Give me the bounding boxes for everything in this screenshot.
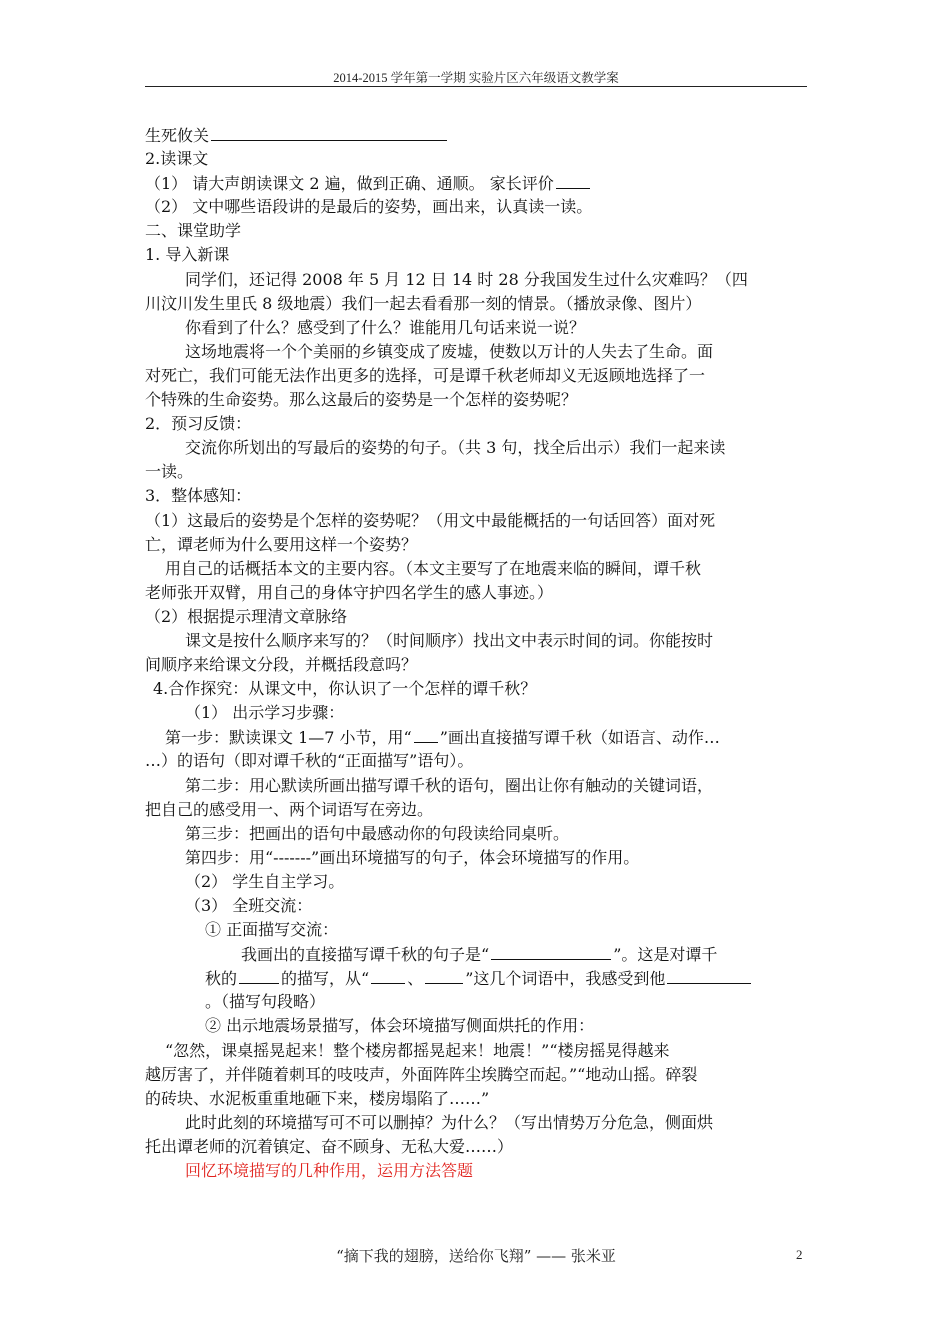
word-blank-2[interactable] [425,966,463,984]
section-heading: 二、课堂助学 [145,221,242,241]
line-16: 3．整体感知： [145,486,252,506]
line-3: （1） 请大声朗读课文 2 遍，做到正确、通顺。 家长评价 [145,171,810,195]
line-37: 。（描写句段略） [205,992,326,1012]
line-26: 第一步：默读课文 1—7 小节，用“ ”画出直接描写谭千秋（如语言、动作… [145,725,810,749]
line-30: 第三步：把画出的语句中最感动你的句段读给同桌听。 [185,823,570,843]
line-36: 秋的 的描写，从“ 、 ”这几个词语中，我感受到他 [145,966,810,990]
page-header: 2014-2015 学年第一学期 实验片区六年级语文教学案 [333,71,619,85]
lesson-body [145,123,810,1183]
line-11: 对死亡，我们可能无法作出更多的选择，可是谭千秋老师却义无返顾地选择了一 [145,365,706,385]
line-4: （2） 文中哪些语段讲的是最后的姿势，画出来，认真读一读。 [145,197,593,217]
parent-evaluation-blank[interactable] [556,171,590,189]
line-28: 第二步：用心默读所画出描写谭千秋的语句，圈出让你有触动的关键词语， [185,775,714,795]
line-41: 的砖块、水泥板重重地砸下来，楼房塌陷了……” [145,1088,490,1108]
line-27: …）的语句（即对谭千秋的“正面描写”语句）。 [145,751,474,771]
line-2: 2.读课文 [145,149,209,169]
line-20: 老师张开双臂，用自己的身体守护四名学生的感人事迹。） [145,582,554,602]
line-21: （2）根据提示理清文章脉络 [145,606,348,626]
line-18: 亡，谭老师为什么要用这样一个姿势？ [145,534,418,554]
line-38: ② 出示地震场景描写，体会环境描写侧面烘托的作用： [205,1016,595,1036]
line-19: 用自己的话概括本文的主要内容。（本文主要写了在地震来临的瞬间，谭千秋 [165,558,702,578]
line-35: 我画出的直接描写谭千秋的句子是“ ”。这是对谭千 [145,942,810,966]
line-42: 此时此刻的环境描写可不可以删掉？为什么？（写出情势万分危急，侧面烘 [185,1112,714,1132]
line-13: 2．预习反馈： [145,414,252,434]
line-25: （1） 出示学习步骤： [185,703,345,723]
line-31: 第四步：用“-------”画出环境描写的句子，体会环境描写的作用。 [185,847,640,867]
line-9: 你看到了什么？感受到了什么？谁能用几句话来说一说？ [185,317,586,337]
line-22: 课文是按什么顺序来写的？（时间顺序）找出文中表示时间的词。你能按时 [185,630,714,650]
line-24: 4.合作探究：从课文中，你认识了一个怎样的谭千秋？ [153,679,537,699]
line-43: 托出谭老师的沉着镇定、奋不顾身、无私大爱……） [145,1136,514,1156]
line-1: 生死攸关 [145,123,810,147]
fill-blank[interactable] [211,123,447,141]
page-number: 2 [796,1247,803,1262]
line-32: （2） 学生自主学习。 [185,871,345,891]
line-34: ① 正面描写交流： [205,920,339,940]
line-10: 这场地震将一个个美丽的乡镇变成了废墟，使数以万计的人失去了生命。面 [185,341,714,361]
line-7: 同学们，还记得 2008 年 5 月 12 日 14 时 28 分我国发生过什么灾难吗？（四 [185,269,748,289]
line-6: 1. 导入新课 [145,245,230,265]
description-type-blank[interactable] [239,966,279,984]
line-8: 川汶川发生里氏 8 级地震）我们一起去看看那一刻的情景。（播放录像、图片） [145,293,702,313]
line-15: 一读。 [145,462,194,482]
word-blank-1[interactable] [371,966,405,984]
method-note: 回忆环境描写的几种作用，运用方法答题 [185,1161,474,1181]
line-33: （3） 全班交流： [185,896,313,915]
underline-sample [414,725,438,743]
feeling-blank[interactable] [667,966,751,984]
line-29: 把自己的感受用一、两个词语写在旁边。 [145,799,434,819]
line-23: 间顺序来给课文分段，并概括段意吗？ [145,655,418,675]
line-17: （1）这最后的姿势是个怎样的姿势呢？（用文中最能概括的一句话回答）面对死 [145,510,716,530]
footer-quote: “摘下我的翅膀，送给你飞翔” —— 张米亚 [336,1247,616,1265]
line-14: 交流你所划出的写最后的姿势的句子。（共 3 句，找全后出示）我们一起来读 [185,438,726,458]
header-divider [145,86,807,87]
line-39: “忽然，课桌摇晃起来！整个楼房都摇晃起来！地震！”“楼房摇晃得越来 [165,1040,670,1060]
line-12: 个特殊的生命姿势。那么这最后的姿势是一个怎样的姿势呢？ [145,390,578,410]
sentence-blank[interactable] [491,942,611,960]
line-40: 越厉害了，并伴随着刺耳的吱吱声，外面阵阵尘埃腾空而起。”“地动山摇。碎裂 [145,1064,698,1084]
